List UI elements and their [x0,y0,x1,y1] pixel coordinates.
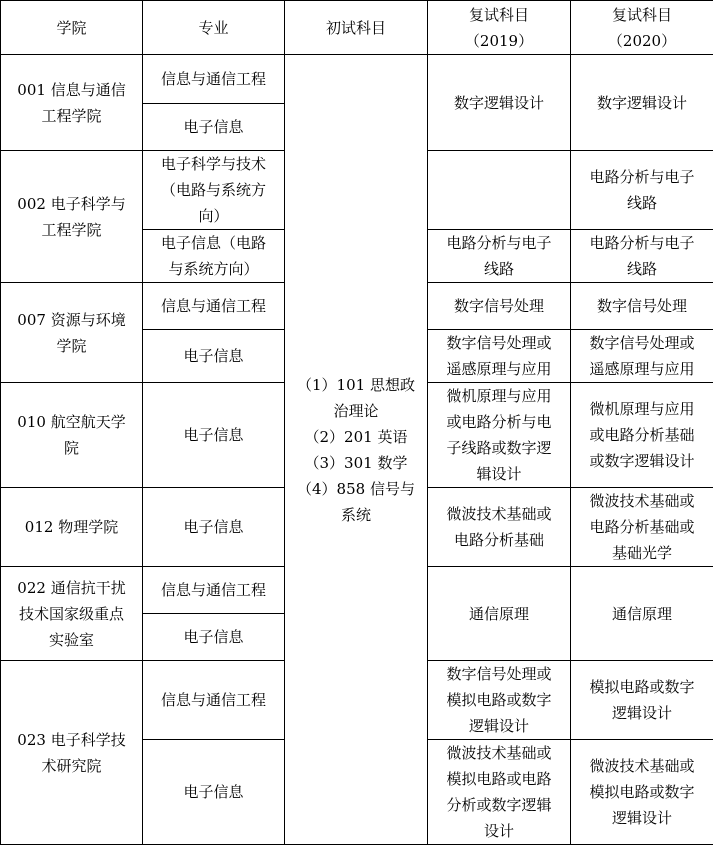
retest-2019-cell: 微波技术基础或 模拟电路或电路 分析或数字逻辑 设计 [428,740,571,845]
header-major: 专业 [143,1,285,55]
major-cell: 信息与通信工程 [143,55,285,104]
retest-2019-cell: 电路分析与电子 线路 [428,230,571,283]
retest-2019-cell [428,151,571,230]
major-cell: 电子信息（电路 与系统方向） [143,230,285,283]
retest-2020-cell: 电路分析与电子 线路 [571,151,713,230]
retest-2019-cell: 数字信号处理或 模拟电路或数字 逻辑设计 [428,661,571,740]
college-cell: 007 资源与环境 学院 [1,283,143,383]
header-row [1,1,713,55]
retest-2020-cell: 微波技术基础或 模拟电路或数字 逻辑设计 [571,740,713,845]
header-retest-2020: 复试科目 （2020） [571,1,713,55]
college-cell: 023 电子科学技 术研究院 [1,661,143,845]
college-cell: 022 通信抗干扰 技术国家级重点 实验室 [1,567,143,661]
retest-2019-cell: 数字信号处理 [428,283,571,330]
major-cell: 电子信息 [143,104,285,151]
retest-2020-cell: 电路分析与电子 线路 [571,230,713,283]
retest-2020-cell: 通信原理 [571,567,713,661]
initial-subjects-cell: （1）101 思想政 治理论 （2）201 英语 （3）301 数学 （4）858 信号与 系统 [285,55,428,845]
major-cell: 电子信息 [143,488,285,567]
table-row [1,55,713,104]
college-cell: 002 电子科学与 工程学院 [1,151,143,283]
retest-2020-cell: 微波技术基础或 电路分析基础或 基础光学 [571,488,713,567]
retest-2019-cell: 通信原理 [428,567,571,661]
major-cell: 电子科学与技术 （电路与系统方 向） [143,151,285,230]
major-cell: 电子信息 [143,740,285,845]
major-cell: 信息与通信工程 [143,283,285,330]
header-initial-exam: 初试科目 [285,1,428,55]
college-cell: 001 信息与通信 工程学院 [1,55,143,151]
major-cell: 电子信息 [143,614,285,661]
college-cell: 010 航空航天学 院 [1,383,143,488]
college-cell: 012 物理学院 [1,488,143,567]
retest-2020-cell: 数字信号处理 [571,283,713,330]
major-cell: 信息与通信工程 [143,567,285,614]
retest-2019-cell: 数字信号处理或 遥感原理与应用 [428,330,571,383]
retest-2020-cell: 数字信号处理或 遥感原理与应用 [571,330,713,383]
retest-2020-cell: 数字逻辑设计 [571,55,713,151]
retest-2019-cell: 微机原理与应用 或电路分析与电 子线路或数字逻 辑设计 [428,383,571,488]
header-college: 学院 [1,1,143,55]
retest-2019-cell: 微波技术基础或 电路分析基础 [428,488,571,567]
retest-2020-cell: 微机原理与应用 或电路分析基础 或数字逻辑设计 [571,383,713,488]
major-cell: 信息与通信工程 [143,661,285,740]
retest-2020-cell: 模拟电路或数字 逻辑设计 [571,661,713,740]
retest-2019-cell: 数字逻辑设计 [428,55,571,151]
major-cell: 电子信息 [143,383,285,488]
major-cell: 电子信息 [143,330,285,383]
header-retest-2019: 复试科目 （2019） [428,1,571,55]
